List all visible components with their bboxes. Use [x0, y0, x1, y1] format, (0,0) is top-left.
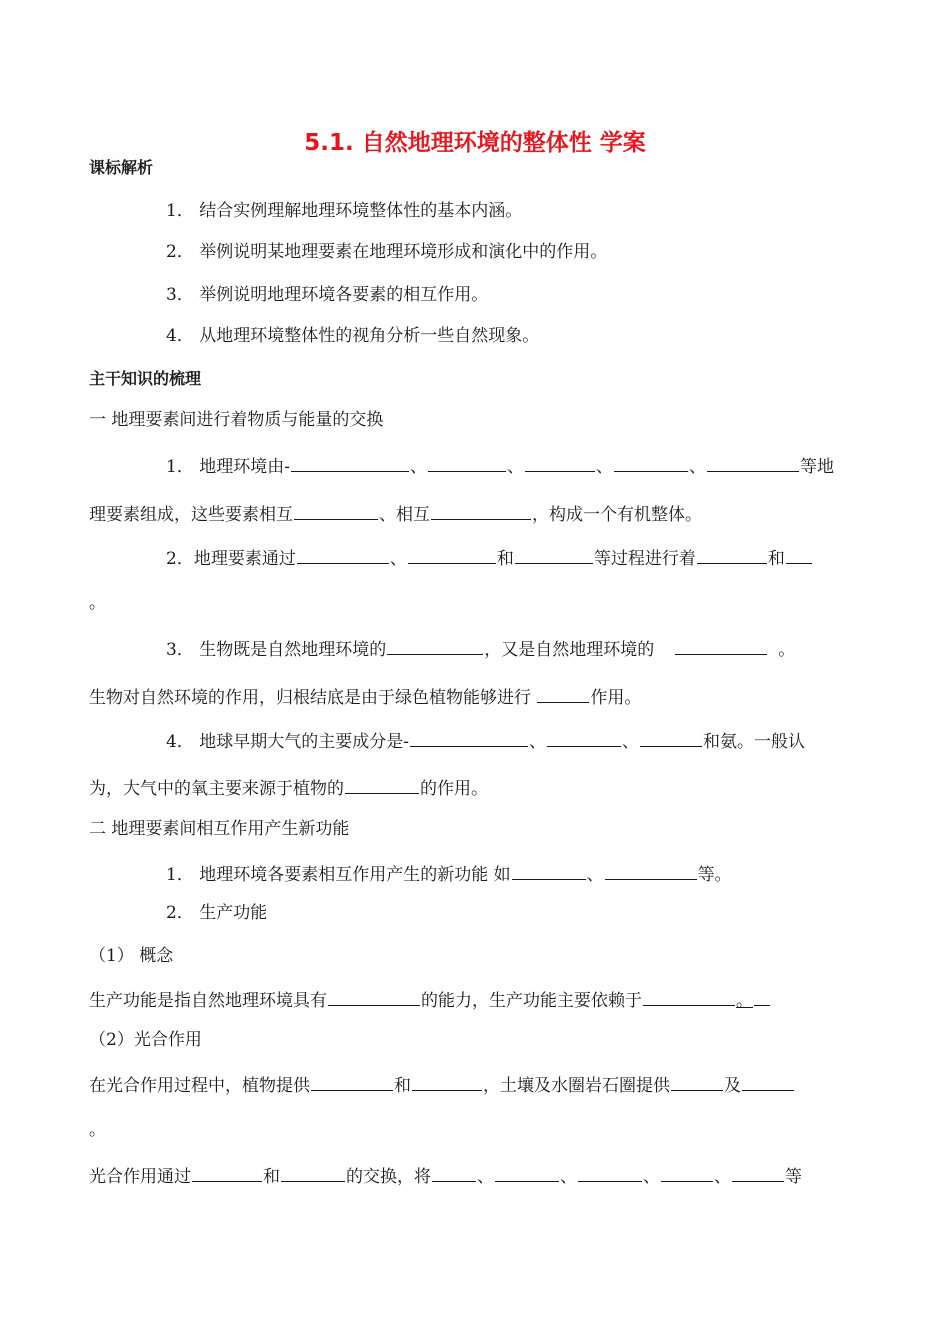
blank[interactable] — [291, 453, 409, 472]
fill-line-3b: 生物对自然环境的作用，归根结底是由于绿色植物能够进行 作用。 — [89, 684, 950, 709]
blank[interactable] — [387, 636, 483, 655]
blank[interactable] — [294, 501, 378, 520]
blank[interactable] — [786, 545, 812, 564]
section-heading-knowledge: 主干知识的梳理 — [89, 369, 202, 388]
curriculum-item-4: 4． 从地理环境整体性的视角分析一些自然现象。 — [166, 326, 540, 346]
blank[interactable] — [605, 861, 697, 880]
blank[interactable] — [512, 861, 586, 880]
blank[interactable] — [754, 987, 770, 1006]
blank[interactable] — [432, 1163, 476, 1182]
concept-heading: （1） 概念 — [89, 946, 174, 966]
production-function-heading: 2． 生产功能 — [166, 903, 268, 923]
blank[interactable] — [697, 545, 767, 564]
blank[interactable] — [640, 728, 702, 747]
fill-line-1a: 1． 地理环境由- 、 、 、 、 等地 — [166, 453, 950, 478]
blank[interactable] — [547, 728, 621, 747]
fill-line-4b: 为，大气中的氧主要来源于植物的 的作用。 — [89, 775, 950, 800]
blank[interactable] — [643, 987, 735, 1006]
blank[interactable] — [408, 545, 496, 564]
blank[interactable] — [671, 1072, 723, 1091]
fill-line-2b: 。 — [89, 593, 106, 613]
blank[interactable] — [428, 453, 506, 472]
blank[interactable] — [345, 775, 419, 794]
blank[interactable] — [537, 684, 589, 703]
blank[interactable] — [675, 636, 767, 655]
blank[interactable] — [281, 1163, 345, 1182]
page-title: 5.1. 自然地理环境的整体性 学案 — [304, 130, 646, 156]
fill-line-6: 生产功能是指自然地理环境具有 的能力，生产功能主要依赖于 。 — [89, 987, 950, 1012]
section-heading-curriculum: 课标解析 — [89, 158, 154, 177]
subsection-1-heading: 一 地理要素间进行着物质与能量的交换 — [89, 410, 384, 430]
fill-line-3a: 3． 生物既是自然地理环境的 ，又是自然地理环境的 。 — [166, 636, 950, 661]
blank[interactable] — [515, 545, 593, 564]
blank[interactable] — [297, 545, 389, 564]
blank[interactable] — [732, 1163, 784, 1182]
blank[interactable] — [578, 1163, 642, 1182]
fill-line-2a: 2．地理要素通过 、 和 等过程进行着 和 — [166, 545, 950, 570]
subsection-2-heading: 二 地理要素间相互作用产生新功能 — [89, 819, 350, 839]
blank[interactable] — [661, 1163, 713, 1182]
fill-line-1b: 理要素组成，这些要素相互 、相互 ，构成一个有机整体。 — [89, 501, 950, 526]
curriculum-item-3: 3． 举例说明地理环境各要素的相互作用。 — [166, 285, 489, 305]
blank[interactable] — [192, 1163, 262, 1182]
blank[interactable] — [410, 728, 528, 747]
fill-line-7b: 。 — [89, 1120, 106, 1140]
curriculum-item-1: 1． 结合实例理解地理环境整体性的基本内涵。 — [166, 201, 523, 221]
fill-line-4a: 4． 地球早期大气的主要成分是- 、 、 和氨。一般认 — [166, 728, 950, 753]
fill-line-7a: 在光合作用过程中，植物提供 和 ，土壤及水圈岩石圈提供 及 — [89, 1072, 950, 1097]
blank[interactable] — [431, 501, 531, 520]
blank[interactable] — [311, 1072, 393, 1091]
blank[interactable] — [707, 453, 799, 472]
curriculum-item-2: 2． 举例说明某地理要素在地理环境形成和演化中的作用。 — [166, 242, 608, 262]
fill-line-8: 光合作用通过 和 的交换，将 、 、 、 、 等 — [89, 1163, 950, 1188]
blank[interactable] — [495, 1163, 559, 1182]
blank[interactable] — [525, 453, 595, 472]
blank[interactable] — [614, 453, 688, 472]
blank[interactable] — [412, 1072, 482, 1091]
photosynthesis-heading: （2）光合作用 — [89, 1030, 202, 1050]
fill-line-5: 1． 地理环境各要素相互作用产生的新功能 如 、 等。 — [166, 861, 950, 886]
blank[interactable] — [742, 1072, 794, 1091]
blank[interactable] — [328, 987, 420, 1006]
